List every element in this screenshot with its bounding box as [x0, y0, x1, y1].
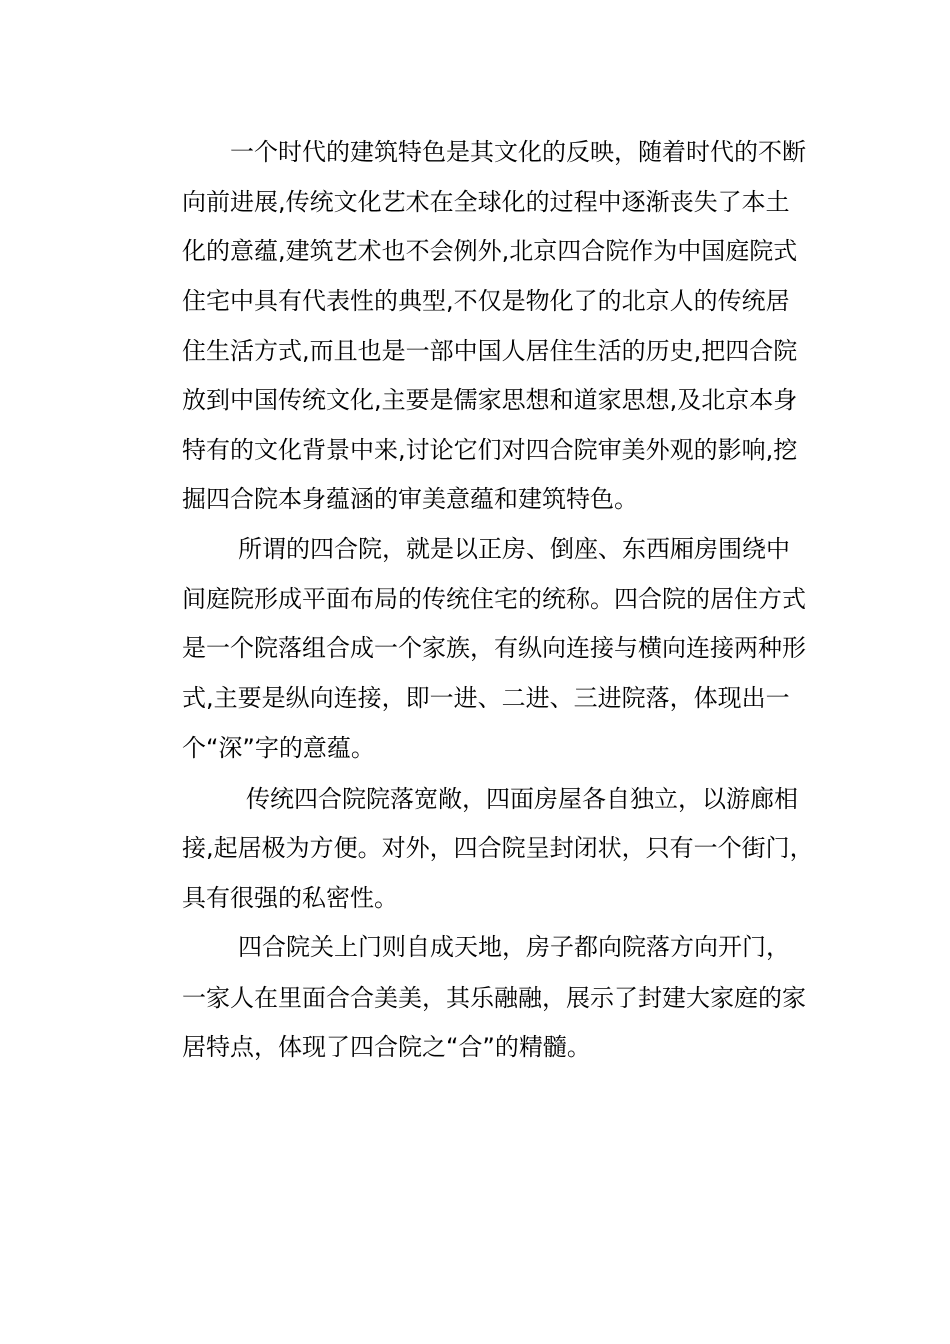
paragraph-1-line-7: 特有的文化背景中来,讨论它们对四合院审美外观的影响,挖	[182, 436, 798, 464]
paragraph-1-line-3: 化的意蕴,建筑艺术也不会例外,北京四合院作为中国庭院式	[182, 237, 798, 265]
paragraph-3-line-2: 接,起居极为方便。对外，四合院呈封闭状，只有一个街门，	[182, 834, 814, 862]
paragraph-4-line-3: 居特点，体现了四合院之“合”的精髓。	[182, 1033, 591, 1061]
paragraph-1-line-5: 住生活方式,而且也是一部中国人居住生活的历史,把四合院	[182, 337, 798, 365]
paragraph-2-line-1: 所谓的四合院，就是以正房、倒座、东西厢房围绕中	[238, 535, 790, 563]
paragraph-3-line-1: 传统四合院院落宽敞，四面房屋各自独立，以游廊相	[246, 785, 798, 813]
paragraph-1-line-4: 住宅中具有代表性的典型,不仅是物化了的北京人的传统居	[182, 287, 790, 315]
paragraph-1-line-2: 向前进展,传统文化艺术在全球化的过程中逐渐丧失了本土	[182, 188, 790, 216]
paragraph-2-line-3: 是一个院落组合成一个家族，有纵向连接与横向连接两种形	[182, 634, 806, 662]
paragraph-3-line-3: 具有很强的私密性。	[182, 884, 398, 912]
paragraph-2-line-4: 式,主要是纵向连接，即一进、二进、三进院落，体现出一	[182, 684, 790, 712]
paragraph-4-line-2: 一家人在里面合合美美，其乐融融，展示了封建大家庭的家	[182, 984, 806, 1012]
paragraph-2-line-2: 间庭院形成平面布局的传统住宅的统称。四合院的居住方式	[182, 585, 806, 613]
paragraph-1-line-1: 一个时代的建筑特色是其文化的反映，随着时代的不断	[230, 138, 806, 166]
paragraph-2-line-5: 个“深”字的意蕴。	[182, 734, 375, 762]
paragraph-1-line-8: 掘四合院本身蕴涵的审美意蕴和建筑特色。	[182, 485, 638, 513]
paragraph-4-line-1: 四合院关上门则自成天地，房子都向院落方向开门，	[238, 933, 790, 961]
paragraph-1-line-6: 放到中国传统文化,主要是儒家思想和道家思想,及北京本身	[182, 386, 798, 414]
